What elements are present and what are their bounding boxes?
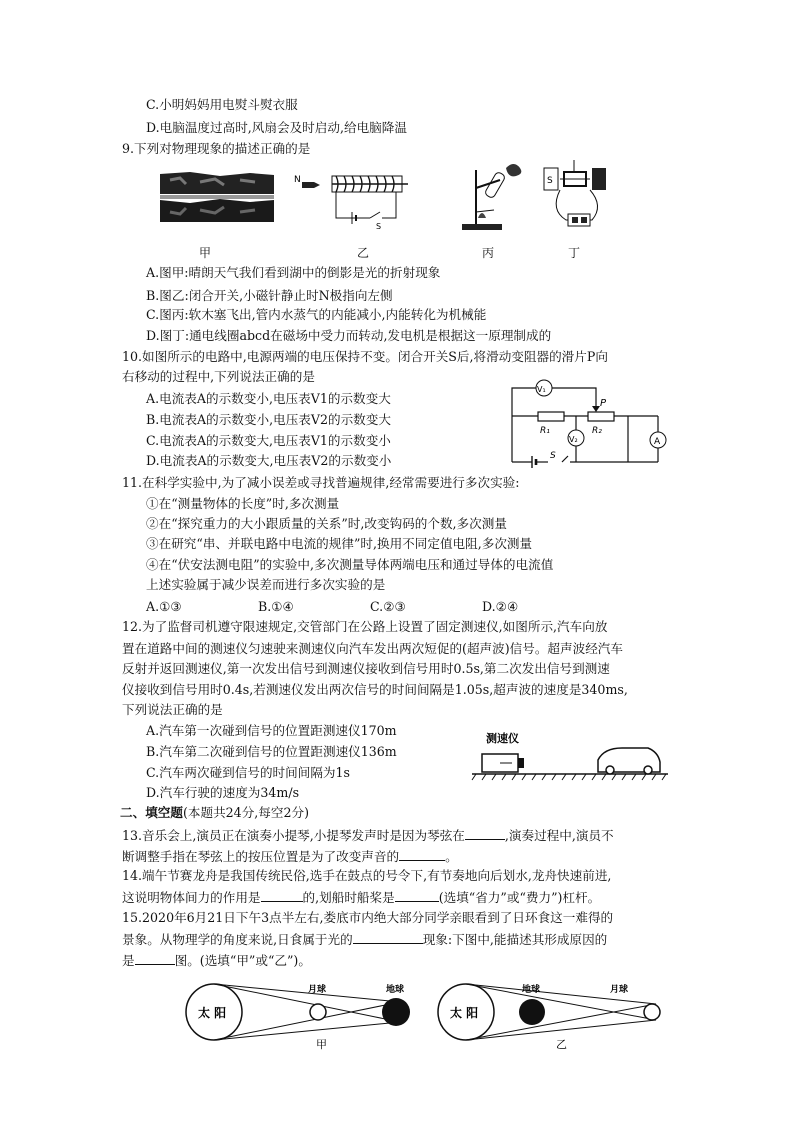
section2-note: (本题共24分,每空2分) <box>182 805 309 820</box>
q11-option-b: B.①④ <box>258 599 294 614</box>
q15-text-5: 图。(选填“甲”或“乙”)。 <box>174 953 311 968</box>
q9-figure-ding <box>540 160 620 236</box>
compass-needle-icon <box>302 182 320 188</box>
q9-figure-jia <box>160 170 274 226</box>
q10-stem-2: 右移动的过程中,下列说法正确的是 <box>122 369 315 384</box>
q14-blank-1[interactable] <box>261 888 303 902</box>
q10-v2-label: V₂ <box>569 435 578 444</box>
q10-circuit-diagram <box>508 376 668 468</box>
q14-blank-2[interactable] <box>395 888 439 902</box>
q13-blank-1[interactable] <box>465 826 505 840</box>
q9-figure-bing <box>446 158 536 234</box>
q11-stem: 11.在科学实验中,为了减小误差或寻找普遍规律,经常需要进行多次实验: <box>122 475 520 490</box>
q15b-sun-label: 太 阳 <box>450 1006 479 1020</box>
q9-stem: 9.下列对物理现象的描述正确的是 <box>122 141 311 156</box>
q10-r2-label: R₂ <box>592 426 602 436</box>
q12-option-d: D.汽车行驶的速度为34m/s <box>146 785 300 800</box>
q11-option-c: C.②③ <box>370 599 406 614</box>
q13-line-1 <box>122 826 614 845</box>
q14-line-1: 14.端午节赛龙舟是我国传统民俗,选手在鼓点的号令下,有节奏地向后划水,龙舟快速前进, <box>122 868 612 883</box>
q12-device-label: 测速仪 <box>486 732 519 745</box>
q15-blank-2[interactable] <box>135 951 175 965</box>
q9-option-c: C.图丙:软木塞飞出,管内水蒸气的内能减小,内能转化为机械能 <box>146 307 487 322</box>
q15a-earth-label: 地球 <box>386 985 405 995</box>
q10-p-label: P <box>600 398 607 409</box>
q10-r1-label: R₁ <box>540 426 550 436</box>
q10-stem-1: 10.如图所示的电路中,电源两端的电压保持不变。闭合开关S后,将滑动变阻器的滑片P向 <box>122 349 608 364</box>
q14-line-2 <box>122 888 600 907</box>
q8-option-c: C.小明妈妈用电熨斗熨衣服 <box>146 97 298 112</box>
section2-title: 二、填空题 <box>120 805 183 820</box>
q15b-earth-label: 地球 <box>522 985 541 995</box>
q9-caption-bing: 丙 <box>482 246 495 260</box>
q13-text-3: 断调整手指在琴弦上的按压位置是为了改变声音的 <box>122 849 400 864</box>
q9-switch-label: S <box>376 222 382 231</box>
q15a-moon-label: 月球 <box>308 985 327 995</box>
q12-option-c: C.汽车两次碰到信号的时间间隔为1s <box>146 765 350 780</box>
q15b-caption: 乙 <box>556 1038 567 1051</box>
q15-blank-1[interactable] <box>353 930 423 944</box>
q10-a-label: A <box>654 437 661 447</box>
q9-caption-yi: 乙 <box>357 246 370 260</box>
q11-item-2: ②在“探究重力的大小跟质量的关系”时,改变钩码的个数,多次测量 <box>146 516 507 531</box>
q15-line-2 <box>122 930 607 949</box>
q13-text-4: 。 <box>445 849 458 864</box>
q14-text-2: 这说明物体间力的作用是 <box>122 890 261 905</box>
q13-blank-2[interactable] <box>399 847 445 861</box>
q15-line-1: 15.2020年6月21日下午3点半左右,娄底市内绝大部分同学亲眼看到了日环食这一难得的 <box>122 910 614 925</box>
q12-line-2: 置在道路中间的测速仪匀速驶来测速仪向汽车发出两次短促的(超声波)信号。超声波经汽车 <box>122 641 623 656</box>
q15-text-3: 现象:下图中,能描述其形成原因的 <box>422 932 608 947</box>
q12-option-b: B.汽车第二次碰到信号的位置距测速仪136m <box>146 744 397 759</box>
q15-figure-yi <box>438 976 668 1066</box>
q9-caption-jia: 甲 <box>199 246 212 260</box>
moon-icon <box>310 1004 326 1020</box>
earth-icon <box>519 999 545 1025</box>
q9-figure-yi <box>290 166 420 232</box>
q13-text-1: 13.音乐会上,演员正在演奏小提琴,小提琴发声时是因为琴弦在 <box>122 828 465 843</box>
q9-option-a: A.图甲:晴朗天气我们看到湖中的倒影是光的折射现象 <box>146 265 441 280</box>
q8-option-d: D.电脑温度过高时,风扇会及时启动,给电脑降温 <box>146 120 407 135</box>
q15a-sun-label: 太 阳 <box>198 1006 227 1020</box>
q10-option-c: C.电流表A的示数变大,电压表V1的示数变小 <box>146 433 391 448</box>
q11-option-a: A.①③ <box>146 599 182 614</box>
earth-icon <box>382 998 410 1026</box>
q14-text-4: (选填“省力”或“费力”)杠杆。 <box>438 890 601 905</box>
q13-text-2: ,演奏过程中,演员不 <box>504 828 614 843</box>
q12-option-a: A.汽车第一次碰到信号的位置距测速仪170m <box>146 723 397 738</box>
q9-option-d: D.图丁:通电线圈abcd在磁场中受力而转动,发电机是根据这一原理制成的 <box>146 328 552 343</box>
q9-n-label: N <box>294 175 301 185</box>
q9-magnet-s-label: S <box>547 176 553 186</box>
q9-option-b: B.图乙:闭合开关,小磁针静止时N极指向左侧 <box>146 288 393 303</box>
q11-option-d: D.②④ <box>482 599 519 614</box>
section2-heading <box>120 804 309 822</box>
q10-s-label: S <box>550 451 556 461</box>
q15-figure-jia <box>186 976 426 1066</box>
q10-v1-label: V₁ <box>537 385 546 394</box>
q10-option-d: D.电流表A的示数变大,电压表V2的示数变小 <box>146 453 392 468</box>
q11-item-1: ①在“测量物体的长度”时,多次测量 <box>146 496 340 511</box>
q12-line-1: 12.为了监督司机遵守限速规定,交管部门在公路上设置了固定测速仪,如图所示,汽车向放 <box>122 619 608 634</box>
q14-text-3: 的,划船时船桨是 <box>302 890 395 905</box>
q9-caption-ding: 丁 <box>568 246 581 260</box>
q12-line-5: 下列说法正确的是 <box>122 702 223 717</box>
q15-text-4: 是 <box>122 953 135 968</box>
moon-icon <box>644 1004 660 1020</box>
q10-option-b: B.电流表A的示数变小,电压表V2的示数变大 <box>146 412 391 427</box>
q15b-moon-label: 月球 <box>610 985 629 995</box>
q12-line-3: 反射并返回测速仪,第一次发出信号到测速仪接收到信号用时0.5s,第二次发出信号到测速 <box>122 661 610 676</box>
q11-item-3: ③在研究“串、并联电路中电流的规律”时,换用不同定值电阻,多次测量 <box>146 536 533 551</box>
q15a-caption: 甲 <box>316 1038 327 1051</box>
q15-text-2: 景象。从物理学的角度来说,日食属于光的 <box>122 932 353 947</box>
q10-option-a: A.电流表A的示数变小,电压表V1的示数变大 <box>146 391 391 406</box>
q12-line-4: 仪接收到信号用时0.4s,若测速仪发出两次信号的时间间隔是1.05s,超声波的速度是340ms, <box>122 682 628 697</box>
q15-line-3 <box>122 951 311 970</box>
q11-question: 上述实验属于减少误差而进行多次实验的是 <box>146 577 386 592</box>
q12-speed-camera-figure <box>472 730 672 786</box>
q13-line-2 <box>122 847 458 866</box>
q11-item-4: ④在“伏安法测电阻”的实验中,多次测量导体两端电压和通过导体的电流值 <box>146 557 554 572</box>
